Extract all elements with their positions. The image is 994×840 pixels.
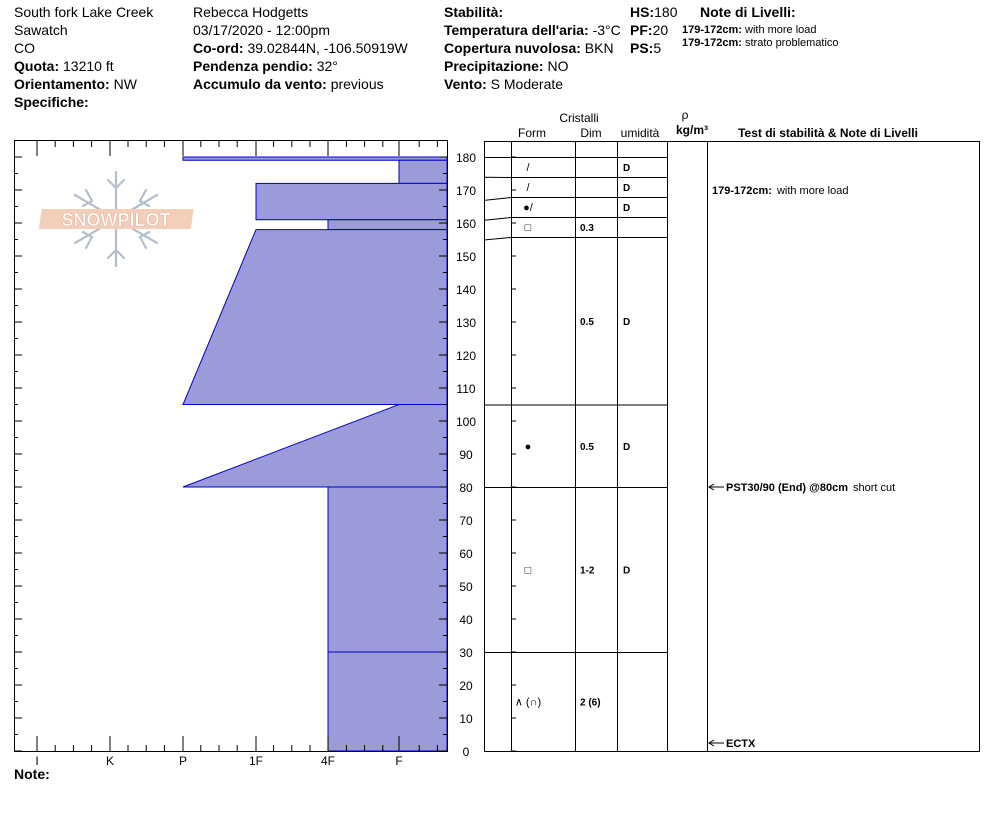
- depth-tick-label-20: 20: [459, 679, 473, 693]
- depth-tick-label-160: 160: [455, 217, 477, 231]
- layer-moisture-5: D: [623, 441, 631, 453]
- elevation-value: 13210 ft: [63, 58, 114, 74]
- size-header: Dim: [580, 126, 602, 140]
- aspect-label: Orientamento:: [14, 76, 110, 92]
- depth-tick-label-130: 130: [455, 316, 477, 330]
- precip-value: NO: [547, 58, 569, 74]
- site-range: Sawatch: [14, 22, 68, 38]
- layer-moisture-2: D: [623, 203, 631, 214]
- wind-loading-label: Accumulo da vento:: [193, 76, 327, 92]
- annotation-label-0: 179-172cm:: [712, 185, 772, 197]
- annotation-label-2: ECTX: [726, 738, 756, 750]
- layer-connector-3: [484, 238, 511, 241]
- depth-tick-label-70: 70: [459, 514, 473, 528]
- specifics-label: Specifiche:: [14, 94, 89, 110]
- annotation-0: [712, 185, 848, 197]
- hardness-layer-4: [183, 230, 447, 405]
- aspect-value: NW: [113, 76, 137, 92]
- form-header: Form: [518, 126, 546, 140]
- moisture-header: umidità: [620, 126, 660, 140]
- depth-tick-label-100: 100: [455, 415, 477, 429]
- hardness-layer-7: [328, 652, 447, 751]
- pf-label: PF:: [630, 22, 653, 38]
- depth-tick-label-90: 90: [459, 448, 473, 462]
- layer-form-5: ●: [524, 440, 532, 453]
- depth-tick-label-0: 0: [462, 745, 470, 759]
- hardness-layer-6: [328, 487, 447, 652]
- air-temp-value: -3°C: [592, 22, 621, 38]
- slope-value: 32°: [316, 58, 338, 74]
- coord-value: 39.02844N, -106.50919W: [247, 40, 408, 56]
- layer-connector-1: [484, 198, 511, 201]
- hardness-tick-label-2: P: [178, 754, 188, 768]
- layer-moisture-0: D: [623, 163, 631, 174]
- sky-value: BKN: [584, 40, 614, 56]
- hardness-tick-label-1: K: [105, 754, 115, 768]
- layer-note-1-text: with more load: [745, 24, 817, 36]
- density-unit: kg/m³: [675, 123, 709, 137]
- pf-value: 20: [652, 22, 669, 38]
- layer-note-2-range: 179-172cm:: [682, 37, 742, 49]
- layer-form-3: □: [524, 222, 532, 234]
- layer-size-4: 0.5: [580, 316, 594, 328]
- depth-tick-label-170: 170: [455, 184, 477, 198]
- hs-value: 180: [654, 4, 678, 20]
- layer-moisture-4: D: [623, 316, 631, 328]
- ps-label: PS:: [630, 40, 654, 56]
- layer-note-1-range: 179-172cm:: [682, 24, 742, 36]
- depth-tick-label-110: 110: [456, 382, 476, 396]
- observer-name: Rebecca Hodgetts: [193, 4, 309, 20]
- density-symbol: ρ: [681, 108, 689, 122]
- stability-tests: [709, 185, 895, 750]
- layer-note-2-text: strato problematico: [745, 37, 839, 49]
- hardness-layer-1: [399, 160, 447, 183]
- layer-table-frame: [485, 142, 980, 752]
- annotation-text-0: with more load: [776, 185, 849, 197]
- hardness-layer-5: [183, 405, 447, 488]
- snowpilot-logo: [39, 172, 194, 266]
- layer-moisture-6: D: [623, 565, 631, 577]
- wind-label: Vento:: [444, 76, 487, 92]
- observation-datetime: 03/17/2020 - 12:00pm: [193, 22, 330, 38]
- layer-notes-title: Note di Livelli:: [700, 4, 796, 20]
- stability-label: Stabilità:: [444, 4, 504, 20]
- depth-tick-label-80: 80: [459, 481, 473, 495]
- depth-tick-label-10: 10: [459, 712, 473, 726]
- annotation-2: [709, 738, 756, 750]
- hardness-layer-2: [256, 183, 447, 219]
- layer-form-2: ●/: [523, 202, 533, 214]
- annotation-1: [709, 482, 895, 494]
- air-temp-label: Temperatura dell'aria:: [444, 22, 589, 38]
- layer-form-0: /: [526, 162, 530, 174]
- layer-size-3: 0.3: [580, 223, 594, 234]
- layer-form-1: /: [526, 182, 530, 194]
- depth-tick-label-50: 50: [459, 580, 473, 594]
- depth-tick-label-120: 120: [455, 349, 477, 363]
- wind-loading-value: previous: [330, 76, 384, 92]
- layer-moisture-1: D: [623, 183, 631, 194]
- hs-label: HS:: [630, 4, 655, 20]
- layer-form-6: □: [524, 564, 532, 577]
- depth-axis: [456, 151, 476, 759]
- elevation-label: Quota:: [14, 58, 60, 74]
- hardness-layer-3: [328, 220, 447, 230]
- layer-table: [484, 141, 980, 752]
- layer-size-7: 2 (6): [580, 697, 601, 709]
- annotation-text-1: short cut: [853, 482, 896, 494]
- precip-label: Precipitazione:: [444, 58, 544, 74]
- site-location: South fork Lake Creek: [14, 4, 154, 20]
- note-label: Note:: [14, 766, 50, 782]
- hardness-tick-label-5: F: [395, 754, 403, 768]
- sky-label: Copertura nuvolosa:: [444, 40, 581, 56]
- depth-tick-label-40: 40: [459, 613, 473, 627]
- depth-tick-label-60: 60: [459, 547, 473, 561]
- tests-header: Test di stabilità & Note di Livelli: [738, 126, 918, 140]
- hardness-profile: [183, 157, 447, 751]
- annotation-label-1: PST30/90 (End) @80cm: [726, 482, 848, 494]
- hardness-tick-label-4: 4F: [320, 754, 336, 768]
- depth-tick-label-140: 140: [455, 283, 477, 297]
- layer-size-6: 1-2: [580, 565, 595, 577]
- hardness-tick-label-3: 1F: [248, 754, 264, 768]
- layer-size-5: 0.5: [580, 441, 594, 453]
- ps-value: 5: [653, 40, 662, 56]
- coord-label: Co-ord:: [193, 40, 244, 56]
- layer-form-7: ∧ (∩): [514, 696, 542, 709]
- layer-connector-2: [484, 218, 511, 221]
- site-state: CO: [14, 40, 35, 56]
- wind-value: S Moderate: [490, 76, 564, 92]
- logo-text: SNOWPILOT: [61, 210, 171, 230]
- depth-tick-label-150: 150: [455, 250, 477, 264]
- depth-tick-label-180: 180: [455, 151, 477, 165]
- crystals-header: Cristalli: [559, 111, 599, 125]
- depth-tick-label-30: 30: [459, 646, 473, 660]
- slope-label: Pendenza pendio:: [193, 58, 313, 74]
- hardness-tick-label-0: I: [35, 754, 39, 768]
